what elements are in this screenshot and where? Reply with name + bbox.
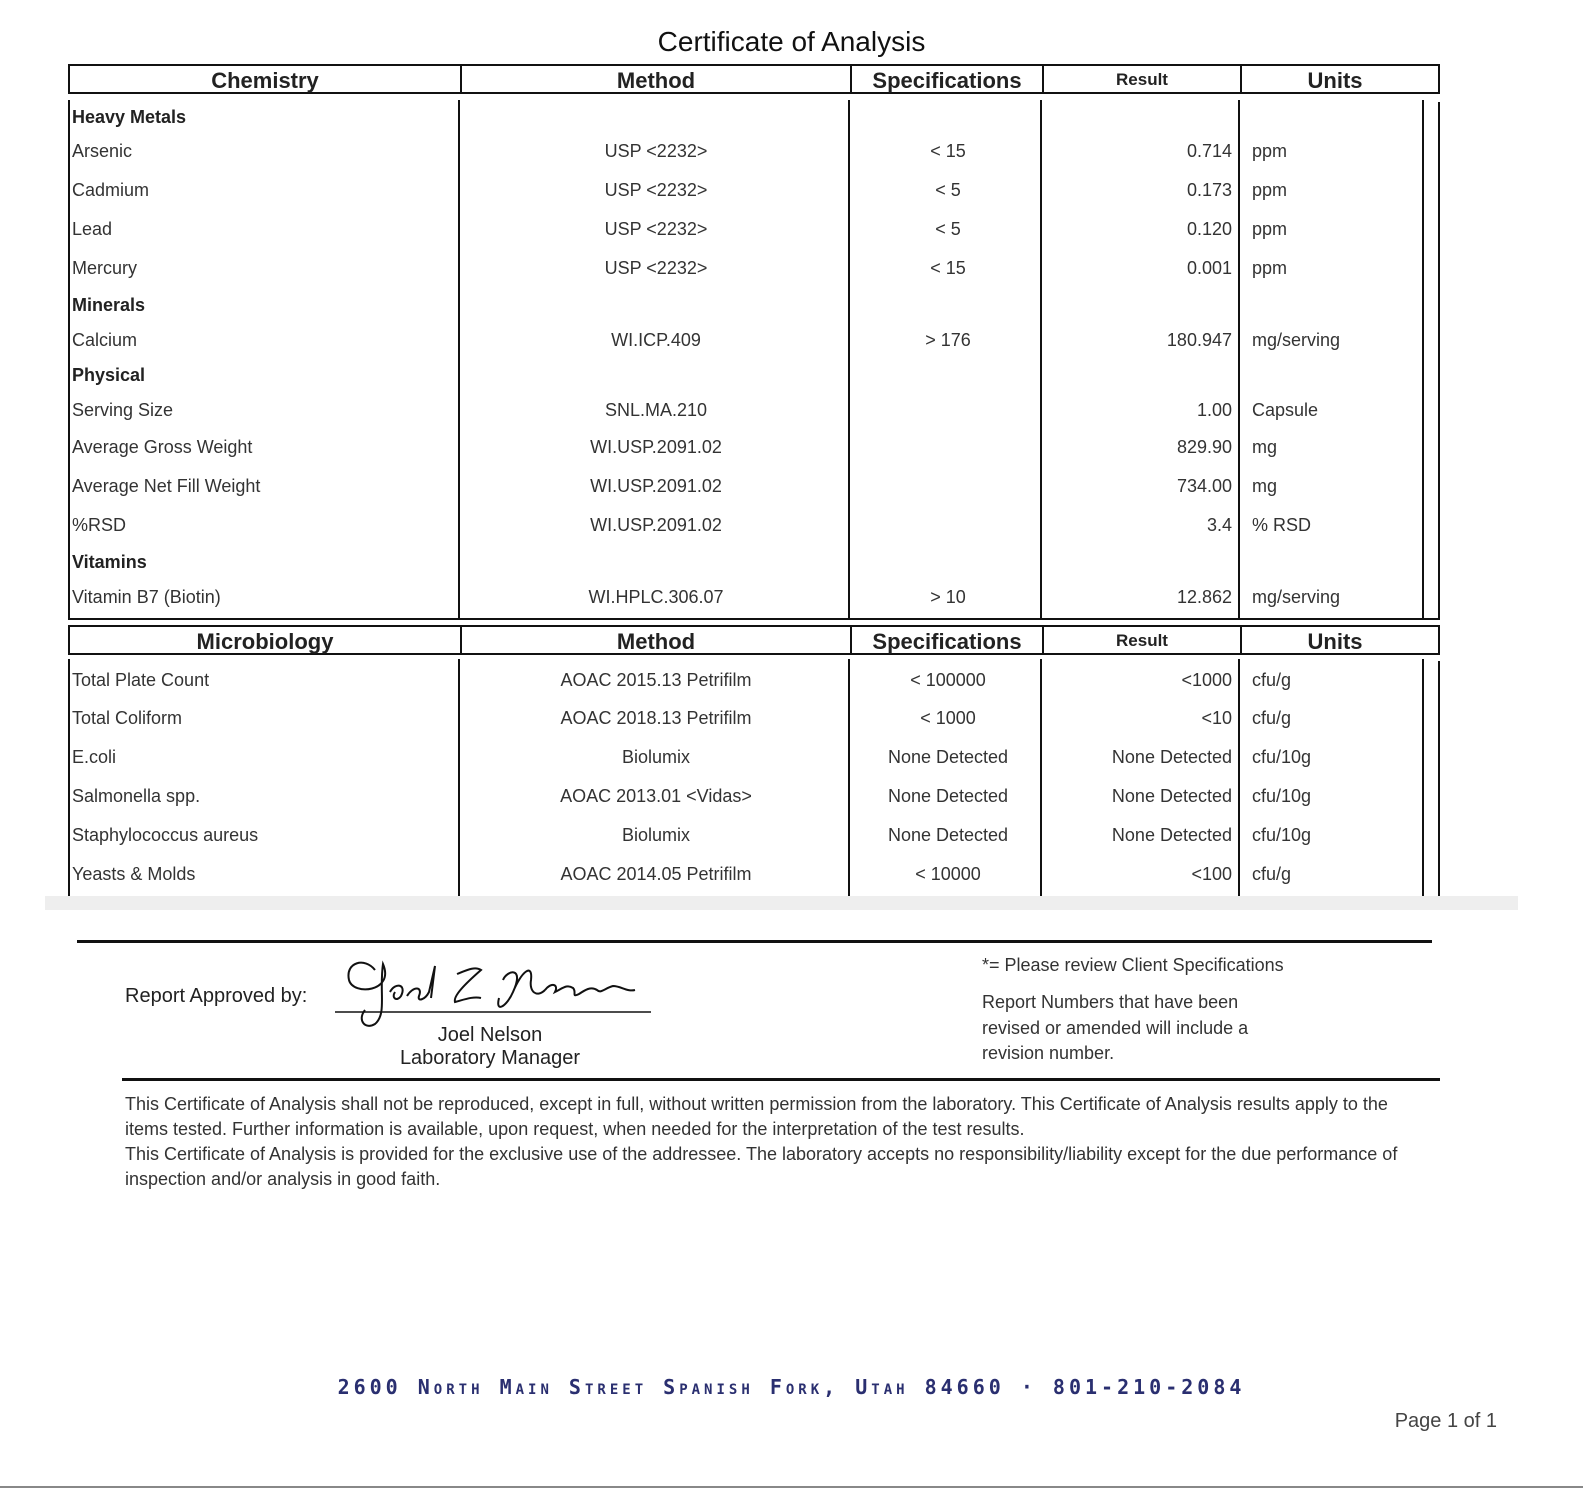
- disclaimer: [125, 1092, 1425, 1192]
- header-specifications: Specifications: [852, 627, 1044, 653]
- table-row: Total Plate Count AOAC 2015.13 Petrifilm < 100000 <1000 cfu/g: [72, 669, 1292, 690]
- table-row: Total Coliform AOAC 2018.13 Petrifilm < 1000 <10 cfu/g: [72, 708, 1292, 728]
- table-row: Calcium WI.ICP.409 > 176 180.947 mg/serving: [72, 329, 1341, 350]
- table-row: Lead USP <2232> < 5 0.120 ppm: [72, 219, 1288, 239]
- microbiology-body: [68, 661, 1440, 902]
- divider: [122, 1078, 1440, 1081]
- disclaimer-paragraph: This Certificate of Analysis shall not be reproduced, except in full, without written permission from the laboratory. This Certificate of Analysis results apply to the items tested. Further information is available, upon request, when needed for the interpretation of the test results.: [125, 1094, 1388, 1139]
- disclaimer-paragraph: This Certificate of Analysis is provided for the exclusive use of the addressee. The laboratory accepts no responsibility/liability except for the due performance of inspection and/or analysis in good faith.: [125, 1144, 1398, 1189]
- group-minerals: Minerals: [72, 294, 146, 315]
- divider: [77, 940, 1432, 943]
- microbiology-header: [68, 625, 1440, 655]
- table-row: Average Gross Weight WI.USP.2091.02 829.90 mg: [72, 437, 1278, 457]
- approver-title: Laboratory Manager: [399, 1047, 581, 1069]
- table-row: E.coli Biolumix None Detected None Detected cfu/10g: [72, 747, 1312, 767]
- table-row: Salmonella spp. AOAC 2013.01 <Vidas> None Detected None Detected cfu/10g: [72, 786, 1312, 806]
- table-row: %RSD WI.USP.2091.02 3.4 % RSD: [72, 515, 1312, 535]
- separator-band: [45, 896, 1518, 910]
- page-number: Page 1 of 1: [1394, 1410, 1497, 1432]
- header-specifications: Specifications: [852, 66, 1044, 92]
- header-result: Result: [1044, 66, 1242, 92]
- chemistry-body: [68, 102, 1440, 620]
- table-row: Mercury USP <2232> < 15 0.001 ppm: [72, 258, 1288, 278]
- microbiology-table: [68, 625, 1440, 902]
- header-units: Units: [1307, 68, 1363, 93]
- revision-note: Report Numbers that have been revised or amended will include a revision number.: [982, 992, 1249, 1063]
- group-heavy-metals: Heavy Metals: [72, 106, 187, 127]
- client-spec-note: *= Please review Client Specifications: [982, 955, 1284, 975]
- header-units: Units: [1307, 629, 1363, 654]
- table-row: Arsenic USP <2232> < 15 0.714 ppm: [72, 141, 1288, 161]
- header-result: Result: [1044, 627, 1242, 653]
- table-row: Staphylococcus aureus Biolumix None Detected None Detected cfu/10g: [72, 824, 1312, 845]
- header-method: Method: [462, 66, 852, 92]
- page-bottom-rule: [0, 1486, 1583, 1488]
- table-row: Vitamin B7 (Biotin) WI.HPLC.306.07 > 10 12.862 mg/serving: [72, 586, 1341, 607]
- table-row: Yeasts & Molds AOAC 2014.05 Petrifilm < 10000 <100 cfu/g: [72, 863, 1292, 884]
- header-microbiology: Microbiology: [70, 627, 462, 653]
- header-method: Method: [462, 627, 852, 653]
- header-chemistry: Chemistry: [70, 66, 462, 92]
- table-row: Cadmium USP <2232> < 5 0.173 ppm: [72, 180, 1288, 200]
- approver-name: Joel Nelson: [437, 1024, 543, 1046]
- document-title: Certificate of Analysis: [657, 26, 926, 57]
- group-physical: Physical: [72, 364, 146, 385]
- chemistry-header: [68, 64, 1440, 94]
- table-row: Serving Size SNL.MA.210 1.00 Capsule: [72, 399, 1319, 420]
- approved-by-label: Report Approved by:: [125, 985, 308, 1007]
- chemistry-table: [68, 64, 1440, 620]
- table-row: Average Net Fill Weight WI.USP.2091.02 734.00 mg: [72, 476, 1278, 496]
- lab-address: 2600 North Main Street Spanish Fork, Utah 84660 · 801-210-2084: [337, 1375, 1246, 1399]
- group-vitamins: Vitamins: [72, 551, 147, 572]
